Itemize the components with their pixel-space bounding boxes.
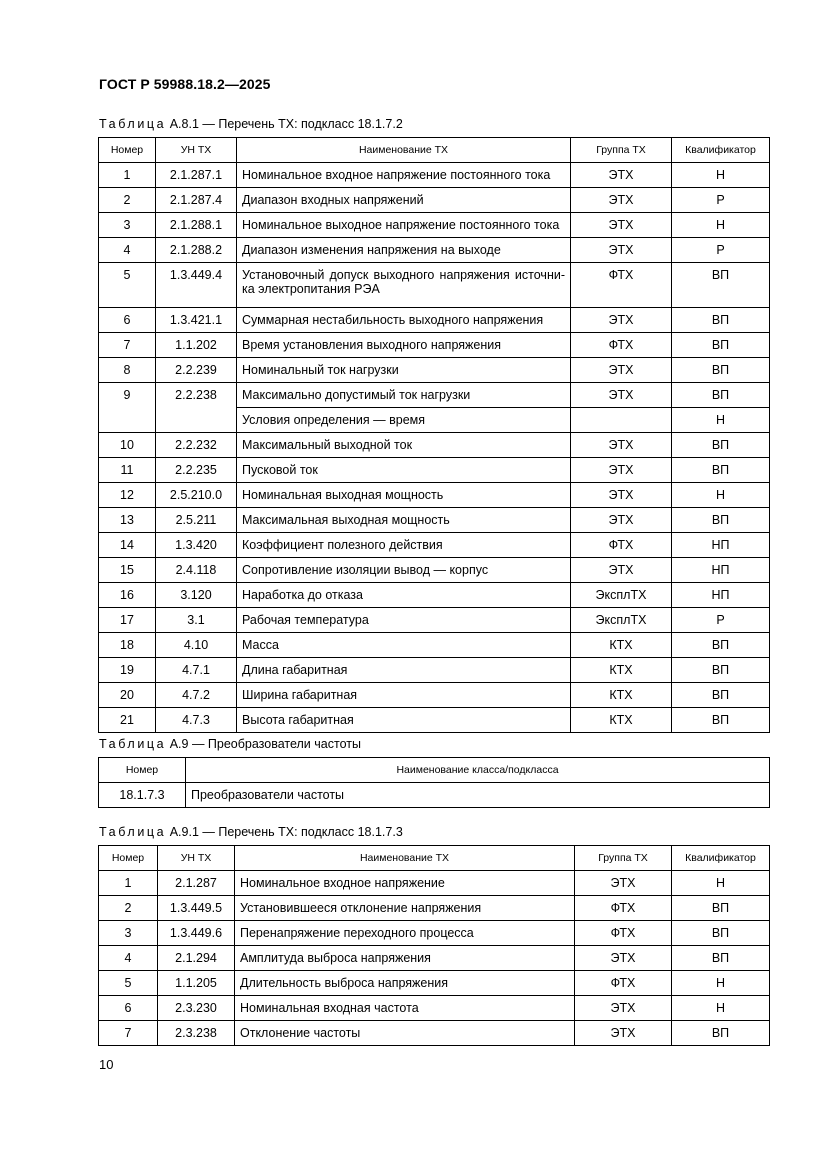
cell-name: Номинальное входное напряжение постоянного тока <box>237 163 571 188</box>
cell-name: Коэффициент полезного действия <box>237 533 571 558</box>
cell-qualifier: Р <box>672 188 770 213</box>
table-row <box>99 971 770 996</box>
cell-qualifier: ВП <box>672 308 770 333</box>
cell-number: 9 <box>99 383 156 433</box>
column-header: Наименование ТХ <box>235 846 575 871</box>
cell-code: 2.1.287.4 <box>156 188 237 213</box>
column-header: УН ТХ <box>156 138 237 163</box>
cell-qualifier: Р <box>672 608 770 633</box>
cell-code: 2.1.287 <box>158 871 235 896</box>
table-row <box>99 683 770 708</box>
cell-group: ЭТХ <box>575 1021 672 1046</box>
table-row <box>99 896 770 921</box>
table-row <box>99 658 770 683</box>
cell-group: КТХ <box>571 683 672 708</box>
table-row <box>99 708 770 733</box>
caption-text: А.8.1 — Перечень ТХ: подкласс 18.1.7.2 <box>169 117 403 131</box>
cell-number: 7 <box>99 333 156 358</box>
table-row <box>99 458 770 483</box>
cell-qualifier: Р <box>672 238 770 263</box>
table-row <box>99 608 770 633</box>
table-row <box>99 483 770 508</box>
cell-code: 4.7.1 <box>156 658 237 683</box>
cell-number: 3 <box>99 213 156 238</box>
cell-name: Диапазон изменения напряжения на выходе <box>237 238 571 263</box>
cell-code: 2.1.288.1 <box>156 213 237 238</box>
column-header: Номер <box>99 758 186 783</box>
page-number: 10 <box>99 1057 114 1072</box>
table-row <box>99 508 770 533</box>
column-header: Группа ТХ <box>575 846 672 871</box>
cell-qualifier: НП <box>672 558 770 583</box>
cell-name: Перенапряжение переходного процесса <box>235 921 575 946</box>
table-row <box>99 533 770 558</box>
cell-code: 3.120 <box>156 583 237 608</box>
cell-qualifier: Н <box>672 408 770 433</box>
column-header: Номер <box>99 138 156 163</box>
cell-qualifier: Н <box>672 483 770 508</box>
table-header-row <box>99 846 770 871</box>
cell-group: ЭТХ <box>575 946 672 971</box>
cell-code: 2.2.235 <box>156 458 237 483</box>
table-row <box>99 238 770 263</box>
cell-class-number: 18.1.7.3 <box>99 783 186 808</box>
cell-name: Рабочая температура <box>237 608 571 633</box>
cell-qualifier: НП <box>672 583 770 608</box>
cell-group: ЭТХ <box>571 213 672 238</box>
cell-group: ЭТХ <box>575 871 672 896</box>
caption-text: А.9.1 — Перечень ТХ: подкласс 18.1.7.3 <box>169 825 403 839</box>
column-header: Квалификатор <box>672 138 770 163</box>
cell-qualifier: ВП <box>672 383 770 408</box>
cell-name: Масса <box>237 633 571 658</box>
cell-name: Максимальный выходной ток <box>237 433 571 458</box>
cell-name: Пусковой ток <box>237 458 571 483</box>
cell-group: КТХ <box>571 658 672 683</box>
cell-name: Высота габаритная <box>237 708 571 733</box>
cell-group: ЭТХ <box>571 308 672 333</box>
cell-qualifier: ВП <box>672 458 770 483</box>
cell-number: 7 <box>99 1021 158 1046</box>
cell-qualifier: ВП <box>672 946 770 971</box>
cell-number: 11 <box>99 458 156 483</box>
cell-number: 14 <box>99 533 156 558</box>
cell-qualifier: ВП <box>672 508 770 533</box>
cell-number: 21 <box>99 708 156 733</box>
cell-group: ЭТХ <box>571 188 672 213</box>
cell-group: ЭксплТХ <box>571 608 672 633</box>
table-a81 <box>98 137 770 733</box>
cell-code: 2.2.239 <box>156 358 237 383</box>
cell-name: Номинальное выходное напряжение постоянного тока <box>237 213 571 238</box>
cell-qualifier: ВП <box>672 263 770 308</box>
table-a91 <box>98 845 770 1046</box>
cell-name: Диапазон входных напряжений <box>237 188 571 213</box>
table-row <box>99 308 770 333</box>
cell-code: 2.1.294 <box>158 946 235 971</box>
table-row <box>99 263 770 308</box>
cell-group: ФТХ <box>571 333 672 358</box>
cell-number: 8 <box>99 358 156 383</box>
table-a9 <box>98 757 770 808</box>
table-row <box>99 358 770 383</box>
table-row <box>99 558 770 583</box>
cell-number: 5 <box>99 263 156 308</box>
cell-code: 1.1.205 <box>158 971 235 996</box>
caption-text: А.9 — Преобразователи частоты <box>169 737 361 751</box>
cell-code: 4.10 <box>156 633 237 658</box>
cell-code: 2.5.211 <box>156 508 237 533</box>
cell-group: ЭТХ <box>571 433 672 458</box>
cell-number: 2 <box>99 188 156 213</box>
cell-code: 2.3.238 <box>158 1021 235 1046</box>
table-row <box>99 188 770 213</box>
column-header: Группа ТХ <box>571 138 672 163</box>
cell-group: ФТХ <box>575 971 672 996</box>
cell-number: 4 <box>99 946 158 971</box>
column-header: Номер <box>99 846 158 871</box>
cell-group: ЭксплТХ <box>571 583 672 608</box>
cell-group: ФТХ <box>575 896 672 921</box>
table-a9-caption <box>99 737 361 751</box>
table-row <box>99 583 770 608</box>
cell-qualifier: Н <box>672 213 770 238</box>
cell-code: 4.7.2 <box>156 683 237 708</box>
cell-name: Установочный допуск выходного напряжения источни-ка электропитания РЭА <box>237 263 571 308</box>
cell-name: Длина габаритная <box>237 658 571 683</box>
cell-name: Отклонение частоты <box>235 1021 575 1046</box>
cell-group: ЭТХ <box>575 996 672 1021</box>
cell-code: 1.3.421.1 <box>156 308 237 333</box>
table-row <box>99 213 770 238</box>
cell-code: 2.2.238 <box>156 383 237 433</box>
cell-number: 13 <box>99 508 156 533</box>
cell-name: Номинальное входное напряжение <box>235 871 575 896</box>
cell-qualifier: ВП <box>672 683 770 708</box>
cell-qualifier: Н <box>672 871 770 896</box>
cell-group <box>571 408 672 433</box>
cell-number: 3 <box>99 921 158 946</box>
cell-name: Максимально допустимый ток нагрузки <box>237 383 571 408</box>
cell-group: ФТХ <box>571 263 672 308</box>
cell-qualifier: ВП <box>672 358 770 383</box>
cell-name: Длительность выброса напряжения <box>235 971 575 996</box>
cell-qualifier: ВП <box>672 1021 770 1046</box>
cell-group: ЭТХ <box>571 558 672 583</box>
cell-group: ФТХ <box>575 921 672 946</box>
cell-number: 15 <box>99 558 156 583</box>
cell-number: 20 <box>99 683 156 708</box>
column-header: Квалификатор <box>672 846 770 871</box>
cell-name: Ширина габаритная <box>237 683 571 708</box>
cell-number: 16 <box>99 583 156 608</box>
caption-label: Таблица <box>99 737 167 751</box>
cell-qualifier: НП <box>672 533 770 558</box>
cell-number: 6 <box>99 996 158 1021</box>
table-row <box>99 333 770 358</box>
cell-code: 1.3.449.5 <box>158 896 235 921</box>
cell-class-name: Преобразователи частоты <box>186 783 770 808</box>
cell-qualifier: ВП <box>672 896 770 921</box>
cell-code: 1.3.420 <box>156 533 237 558</box>
table-header-row <box>99 758 770 783</box>
cell-code: 2.4.118 <box>156 558 237 583</box>
cell-number: 2 <box>99 896 158 921</box>
column-header: УН ТХ <box>158 846 235 871</box>
cell-code: 2.1.288.2 <box>156 238 237 263</box>
cell-number: 4 <box>99 238 156 263</box>
cell-name: Номинальный ток нагрузки <box>237 358 571 383</box>
cell-number: 12 <box>99 483 156 508</box>
cell-name: Номинальная входная частота <box>235 996 575 1021</box>
table-a91-caption <box>99 825 403 839</box>
document-title: ГОСТ Р 59988.18.2—2025 <box>99 76 271 92</box>
table-row <box>99 1021 770 1046</box>
cell-number: 19 <box>99 658 156 683</box>
table-row <box>99 383 770 408</box>
cell-group: ЭТХ <box>571 483 672 508</box>
cell-qualifier: Н <box>672 971 770 996</box>
cell-code: 4.7.3 <box>156 708 237 733</box>
cell-code: 3.1 <box>156 608 237 633</box>
table-row <box>99 633 770 658</box>
cell-code: 2.2.232 <box>156 433 237 458</box>
cell-number: 18 <box>99 633 156 658</box>
cell-name: Суммарная нестабильность выходного напряжения <box>237 308 571 333</box>
cell-qualifier: ВП <box>672 633 770 658</box>
cell-qualifier: ВП <box>672 708 770 733</box>
cell-qualifier: Н <box>672 996 770 1021</box>
cell-group: ЭТХ <box>571 508 672 533</box>
cell-number: 5 <box>99 971 158 996</box>
cell-qualifier: ВП <box>672 433 770 458</box>
caption-label: Таблица <box>99 825 167 839</box>
cell-code: 1.3.449.4 <box>156 263 237 308</box>
cell-group: ЭТХ <box>571 358 672 383</box>
cell-group: ЭТХ <box>571 458 672 483</box>
cell-name: Номинальная выходная мощность <box>237 483 571 508</box>
cell-name: Амплитуда выброса напряжения <box>235 946 575 971</box>
cell-number: 6 <box>99 308 156 333</box>
table-a81-caption <box>99 117 403 131</box>
cell-code: 2.5.210.0 <box>156 483 237 508</box>
cell-name: Установившееся отклонение напряжения <box>235 896 575 921</box>
cell-number: 1 <box>99 871 158 896</box>
cell-code: 2.1.287.1 <box>156 163 237 188</box>
table-header-row <box>99 138 770 163</box>
table-row <box>99 871 770 896</box>
cell-qualifier: ВП <box>672 333 770 358</box>
table-row <box>99 946 770 971</box>
cell-number: 10 <box>99 433 156 458</box>
cell-code: 1.3.449.6 <box>158 921 235 946</box>
cell-qualifier: Н <box>672 163 770 188</box>
column-header: Наименование класса/подкласса <box>186 758 770 783</box>
cell-code: 1.1.202 <box>156 333 237 358</box>
cell-group: ЭТХ <box>571 163 672 188</box>
cell-name: Время установления выходного напряжения <box>237 333 571 358</box>
cell-number: 1 <box>99 163 156 188</box>
caption-label: Таблица <box>99 117 167 131</box>
cell-name: Сопротивление изоляции вывод — корпус <box>237 558 571 583</box>
cell-group: ЭТХ <box>571 238 672 263</box>
cell-name: Условия определения — время <box>237 408 571 433</box>
cell-qualifier: ВП <box>672 921 770 946</box>
table-row <box>99 921 770 946</box>
cell-code: 2.3.230 <box>158 996 235 1021</box>
cell-group: КТХ <box>571 633 672 658</box>
column-header: Наименование ТХ <box>237 138 571 163</box>
cell-group: ФТХ <box>571 533 672 558</box>
cell-name: Максимальная выходная мощность <box>237 508 571 533</box>
cell-number: 17 <box>99 608 156 633</box>
table-row <box>99 433 770 458</box>
cell-group: КТХ <box>571 708 672 733</box>
table-row <box>99 163 770 188</box>
cell-qualifier: ВП <box>672 658 770 683</box>
cell-name: Наработка до отказа <box>237 583 571 608</box>
table-row <box>99 996 770 1021</box>
table-row <box>99 783 770 808</box>
cell-group: ЭТХ <box>571 383 672 408</box>
